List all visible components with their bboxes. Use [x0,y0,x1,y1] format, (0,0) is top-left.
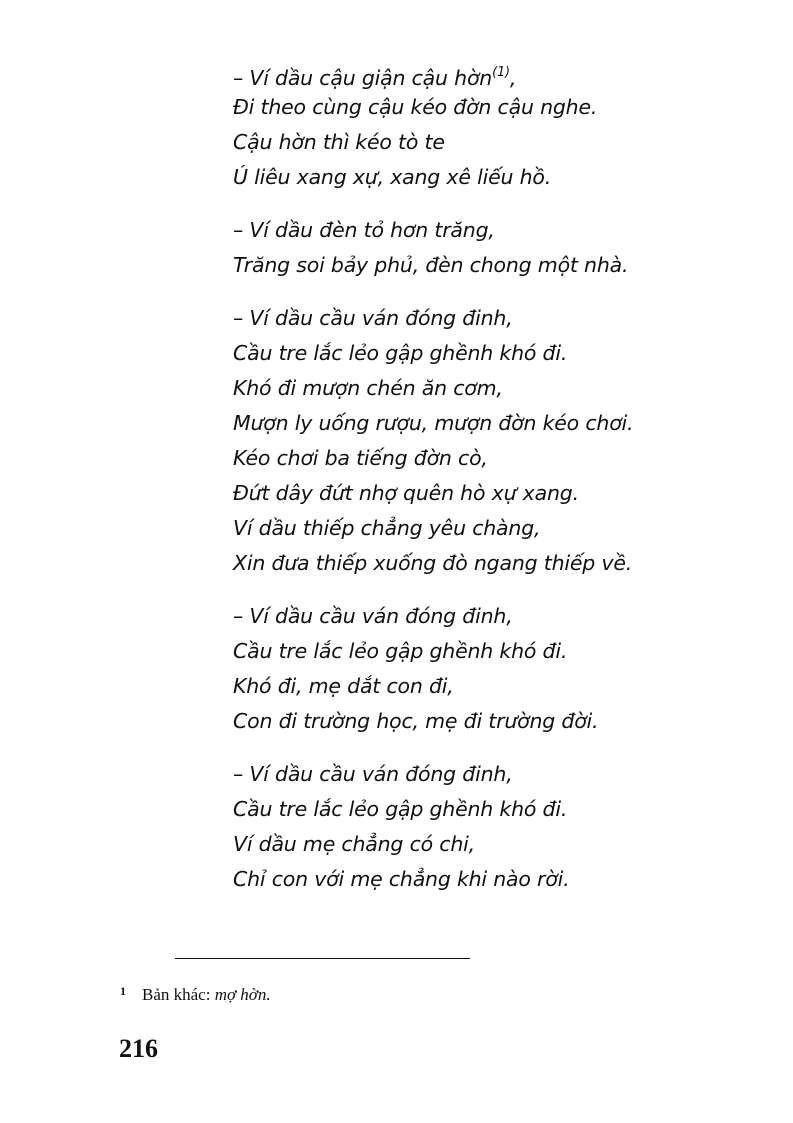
poem-line-text: Kéo chơi ba tiếng đờn cò, [233,446,488,470]
poem-line-text: Con đi trường học, mẹ đi trường đời. [233,709,599,733]
poem-line [233,511,753,546]
poem-line [233,213,753,248]
poem-line [233,599,753,634]
poem-line [233,704,753,739]
poem-line-text: – Ví dầu cầu ván đóng đinh, [233,604,513,628]
poem-line [233,757,753,792]
poem-line [233,546,753,581]
poem-line [233,55,753,90]
poem-line [233,476,753,511]
poem-line-text: Cầu tre lắc lẻo gập ghềnh khó đi. [233,797,568,821]
poem-line-text: Khó đi, mẹ dắt con đi, [233,674,454,698]
stanza [233,213,753,283]
poem-line-text: Đứt dây đứt nhợ quên hò xự xang. [233,481,579,505]
poem-line-text: Trăng soi bảy phủ, đèn chong một nhà. [233,253,629,277]
footnote-label: Bản khác: [142,985,215,1004]
poem-line-text: Xin đưa thiếp xuống đò ngang thiếp về. [233,551,633,575]
poem-line [233,90,753,125]
page-number: 216 [119,1034,158,1063]
poem-body [233,55,753,915]
poem-line [233,441,753,476]
stanza [233,599,753,739]
footnote-reference: (1) [492,65,510,80]
stanza [233,55,753,195]
poem-line [233,248,753,283]
poem-line-text: Khó đi mượn chén ăn cơm, [233,376,503,400]
poem-line-punctuation: , [509,66,517,90]
poem-line [233,669,753,704]
footnote-number: 1 [120,984,126,998]
poem-line [233,862,753,897]
poem-line [233,125,753,160]
poem-line [233,301,753,336]
poem-line-text: Đi theo cùng cậu kéo đờn cậu nghe. [233,95,598,119]
poem-line [233,634,753,669]
poem-line-text: Ví dầu thiếp chẳng yêu chàng, [233,516,541,540]
poem-line [233,406,753,441]
poem-line-text: Mượn ly uống rượu, mượn đờn kéo chơi. [233,411,634,435]
poem-line [233,371,753,406]
poem-line-text: Ví dầu mẹ chẳng có chi, [233,832,475,856]
poem-line [233,336,753,371]
footnote-divider [175,958,470,959]
footnote [120,984,271,1005]
poem-line-text: – Ví dầu cầu ván đóng đinh, [233,306,513,330]
poem-line [233,160,753,195]
poem-line-text: – Ví dầu đèn tỏ hơn trăng, [233,218,495,242]
stanza [233,757,753,897]
poem-line-text: Ú liêu xang xự, xang xê liếu hồ. [233,165,552,189]
poem-line [233,827,753,862]
poem-line-text: Chỉ con với mẹ chẳng khi nào rời. [233,867,570,891]
poem-line-text: Cầu tre lắc lẻo gập ghềnh khó đi. [233,341,568,365]
poem-line [233,792,753,827]
poem-line-text: Cậu hờn thì kéo tò te [233,130,445,154]
poem-line-text: Cầu tre lắc lẻo gập ghềnh khó đi. [233,639,568,663]
poem-line-text: – Ví dầu cầu ván đóng đinh, [233,762,513,786]
poem-line-text: – Ví dầu cậu giận cậu hờn [233,66,493,90]
stanza [233,301,753,581]
footnote-variant-text: mợ hờn. [214,985,271,1004]
